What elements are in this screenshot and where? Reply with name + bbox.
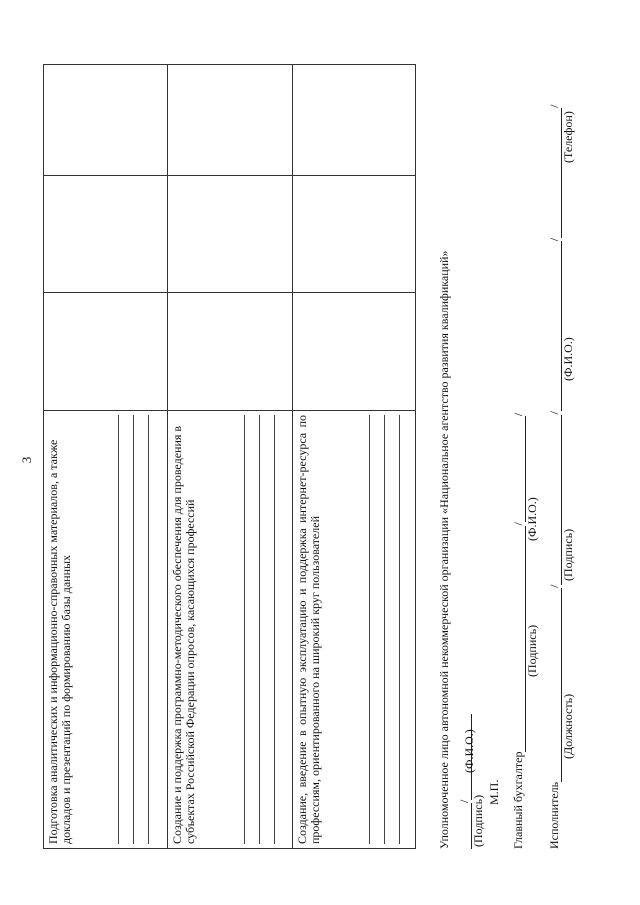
task-text: Создание, введение в опытную эксплуатацию и поддержка интернет-ресурса по профессиям, ориентированного на широкий круг пользователей <box>295 415 322 844</box>
empty-cell <box>44 176 168 293</box>
stamp-mark: М.П. <box>487 779 501 805</box>
caption-phone: (Телефон) <box>561 111 575 163</box>
rotated-sheet <box>43 65 588 849</box>
table-row <box>44 65 168 849</box>
executor-line: Исполнитель//// <box>547 104 561 849</box>
empty-cell <box>293 65 416 176</box>
empty-cell <box>168 293 293 411</box>
caption-position: (Должность) <box>561 693 575 759</box>
caption-signature: (Подпись) <box>561 528 575 581</box>
caption-signature: (Подпись) <box>525 624 539 677</box>
page-number: 3 <box>19 456 34 464</box>
table-row <box>168 65 293 849</box>
executor-label: Исполнитель <box>547 781 561 849</box>
chief-accountant-line: Главный бухгалтер// <box>511 412 525 849</box>
caption-fio: (Ф.И.О.) <box>561 337 575 381</box>
blank-lines <box>230 415 275 844</box>
empty-cell <box>293 176 416 293</box>
separator: / <box>457 799 471 803</box>
report-table <box>43 64 416 849</box>
empty-cell <box>44 65 168 176</box>
task-cell <box>293 411 416 849</box>
blank-lines <box>104 415 149 844</box>
task-cell <box>168 411 293 849</box>
empty-cell <box>293 293 416 411</box>
table-row <box>293 65 416 849</box>
caption-signature: (Подпись) <box>471 794 485 847</box>
blank-lines <box>355 415 400 844</box>
empty-cell <box>168 65 293 176</box>
empty-cell <box>44 293 168 411</box>
authorized-person-label: Уполномоченное лицо автономной некоммерческой организации «Национальное агентство развития квалификаций» <box>437 250 451 849</box>
empty-cell <box>168 176 293 293</box>
caption-fio: (Ф.И.О.) <box>525 497 539 541</box>
task-text: Подготовка аналитических и информационно-справочных материалов, а также докладов и презентаций по формированию базы данных <box>46 439 73 844</box>
chief-accountant-label: Главный бухгалтер <box>511 751 525 849</box>
task-cell <box>44 411 168 849</box>
task-text: Создание и поддержка программно-методического обеспечения для проведения в субъектах Российской Федерации опросов, касающихся профессий <box>170 425 197 844</box>
caption-fio: (Ф.И.О.) <box>462 729 476 773</box>
signature-block <box>429 65 589 849</box>
